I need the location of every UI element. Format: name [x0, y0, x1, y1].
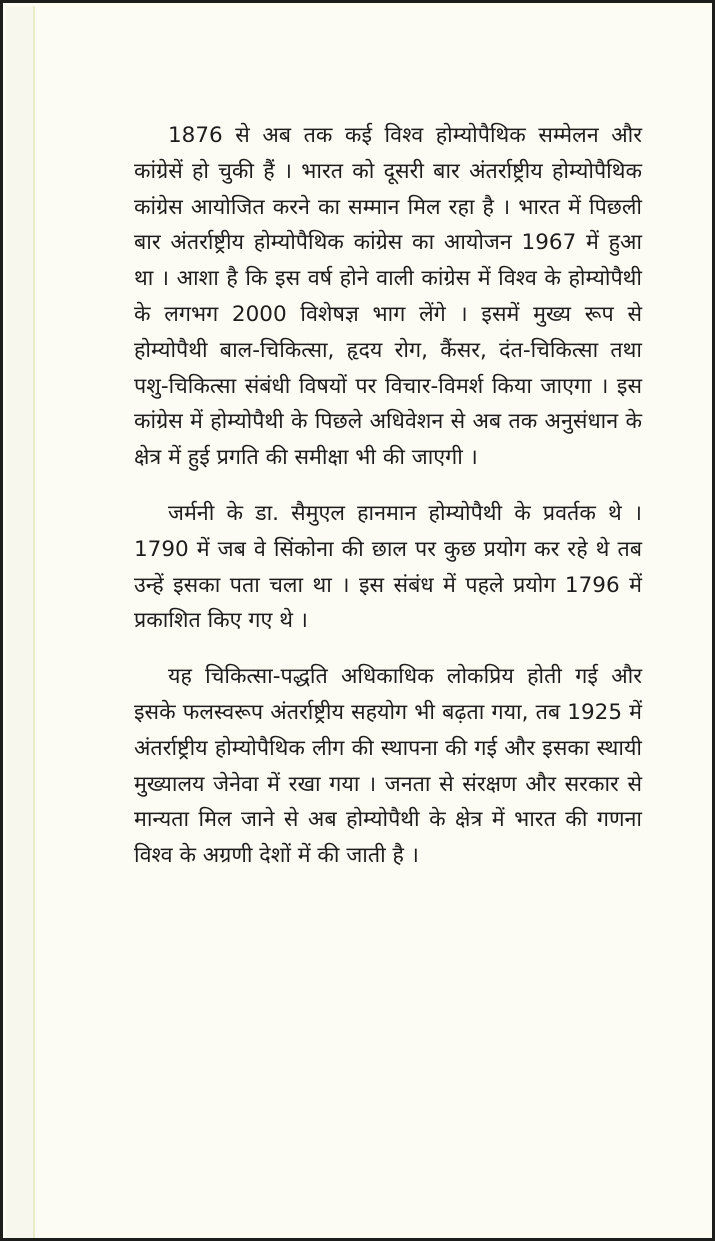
paragraph-congress-history: 1876 से अब तक कई विश्व होम्योपैथिक सम्मेलन और कांग्रेसें हो चुकी हैं । भारत को दूसरी बार अंतर्राष्ट्रीय होम्योपैथिक कांग्रेस आयोजित करने का सम्मान मिल रहा है । भारत में पिछली बार अंतर्राष्ट्रीय होम्योपैथिक कांग्रेस का आयोजन 1967 में हुआ था । आशा है कि इस वर्ष होने वाली कांग्रेस में विश्व के होम्योपैथी के लगभग 2000 विशेषज्ञ भाग लेंगे । इसमें मुख्य रूप से होम्योपैथी बाल-चिकित्सा, हृदय रोग, कैंसर, दंत-चिकित्सा तथा पशु-चिकित्सा संबंधी विषयों पर विचार-विमर्श किया जाएगा । इस कांग्रेस में होम्योपैथी के पिछले अधिवेशन से अब तक अनुसंधान के क्षेत्र में हुई प्रगति की समीक्षा भी की जाएगी । — [134, 123, 642, 471]
card-fold-edge — [6, 6, 35, 1238]
paragraph-hahnemann: जर्मनी के डा. सैमुएल हानमान होम्योपैथी के प्रवर्तक थे । 1790 में जब वे सिंकोना की छाल पर कुछ प्रयोग कर रहे थे तब उन्हें इसका पता चला था । इस संबंध में पहले प्रयोग 1796 में प्रकाशित किए गए थे । — [134, 500, 642, 634]
paragraph-international-league: यह चिकित्सा-पद्धति अधिकाधिक लोकप्रिय होती गई और इसके फलस्वरूप अंतर्राष्ट्रीय सहयोग भी बढ़ता गया, तब 1925 में अंतर्राष्ट्रीय होम्योपैथिक लीग की स्थापना की गई और इसका स्थायी मुख्यालय जेनेवा में रखा गया । जनता से संरक्षण और सरकार से मान्यता मिल जाने से अब होम्योपैथी के क्षेत्र में भारत की गणना विश्व के अग्रणी देशों में की जाती है । — [134, 664, 642, 869]
body-text — [134, 118, 642, 874]
